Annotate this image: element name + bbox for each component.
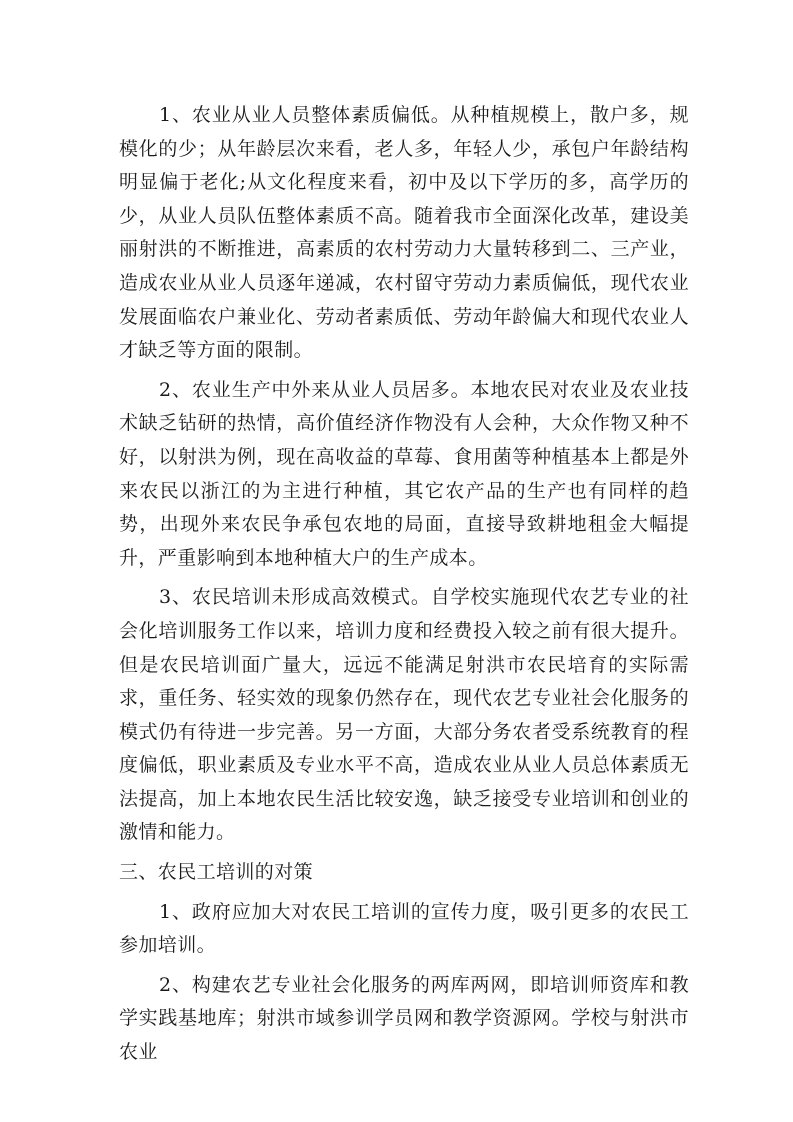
paragraph-2: 2、农业生产中外来从业人员居多。本地农民对农业及农业技术缺乏钻研的热情，高价值经济作物没有人会种，大众作物又种不好，以射洪为例，现在高收益的草莓、食用菌等种植基本上都是外来农民以浙江的为主进行种植，其它农产品的生产也有同样的趋势，出现外来农民争承包农地的局面，直接导致耕地租金大幅提升，严重影响到本地种植大户的生产成本。 bbox=[119, 378, 689, 569]
section-heading: 三、农民工培训的对策 bbox=[119, 861, 314, 884]
paragraph-3: 3、农民培训未形成高效模式。自学校实施现代农艺专业的社会化培训服务工作以来，培训力度和经费投入较之前有很大提升。但是农民培训面广量大，远远不能满足射洪市农民培育的实际需求，重任务、轻实效的现象仍然存在，现代农艺专业社会化服务的模式仍有待进一步完善。另一方面，大部分务农者受系统教育的程度偏低，职业素质及专业水平不高，造成农业从业人员总体素质无法提高，加上本地农民生活比较安逸，缺乏接受专业培训和创业的激情和能力。 bbox=[119, 586, 689, 844]
paragraph-4: 1、政府应加大对农民工培训的宣传力度，吸引更多的农民工参加培训。 bbox=[119, 900, 689, 957]
document-body bbox=[119, 99, 689, 1076]
paragraph-1: 1、农业从业人员整体素质偏低。从种植规模上，散户多，规模化的少；从年龄层次来看，老人多，年轻人少，承包户年龄结构明显偏于老化;从文化程度来看，初中及以下学历的多，高学历的少，从业人员队伍整体素质不高。随着我市全面深化改革，建设美丽射洪的不断推进，高素质的农村劳动力大量转移到二、三产业，造成农业从业人员逐年递减，农村留守劳动力素质偏低，现代农业发展面临农户兼业化、劳动者素质低、劳动年龄偏大和现代农业人才缺乏等方面的限制。 bbox=[119, 104, 689, 362]
paragraph-5: 2、构建农艺专业社会化服务的两库两网，即培训师资库和教学实践基地库；射洪市域参训学员网和教学资源网。学校与射洪市农业 bbox=[119, 973, 689, 1064]
